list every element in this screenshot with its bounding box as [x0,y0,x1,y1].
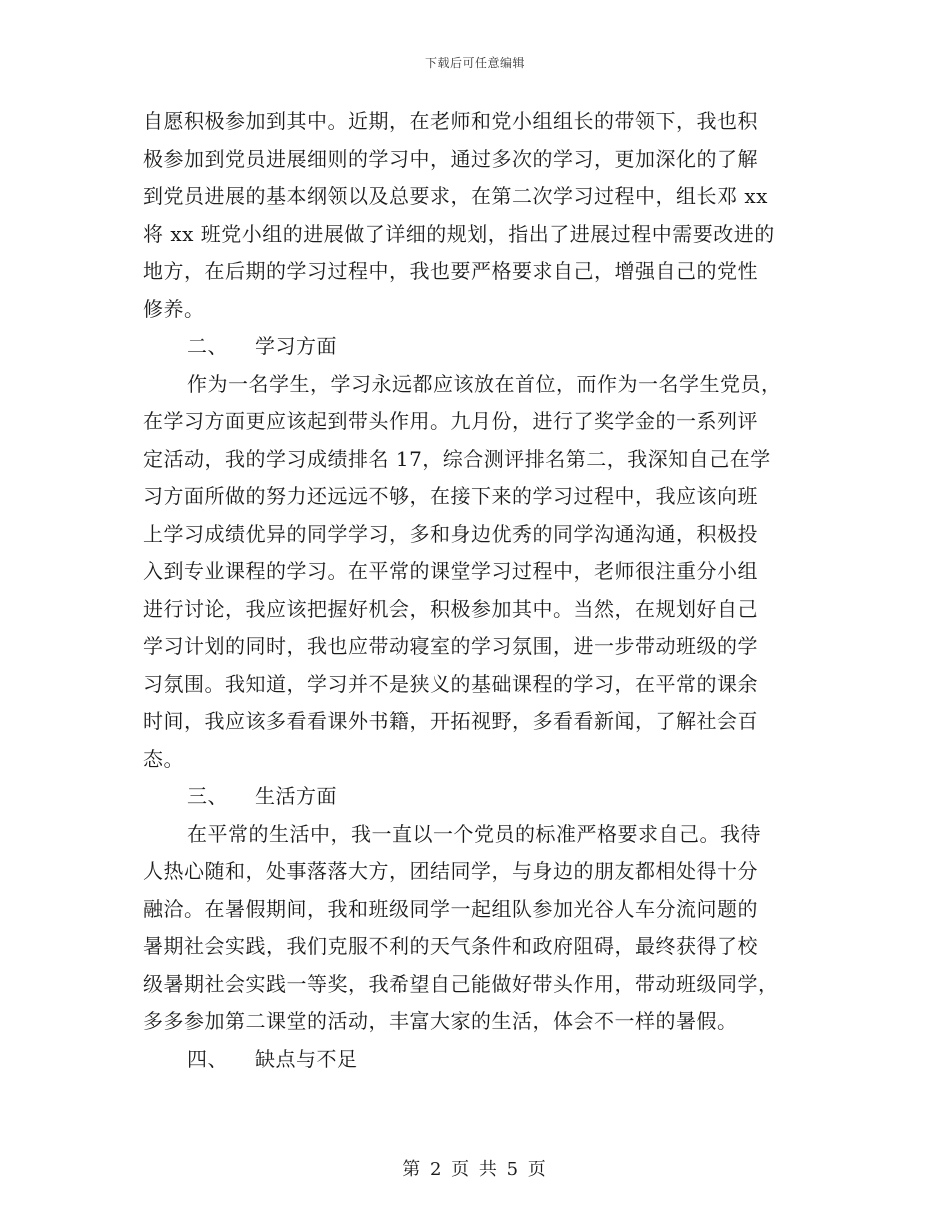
text-line: 人热心随和，处事落落大方，团结同学，与身边的朋友都相处得十分 [143,859,758,883]
text-line: 习方面所做的努力还远远不够，在接下来的学习过程中，我应该向班 [143,484,758,508]
section-heading-study [143,328,813,366]
text-line: 上学习成绩优异的同学学习，多和身边优秀的同学沟通沟通，积极投 [143,521,758,546]
text-line: 作为一名学生，学习永远都应该放在首位，而作为一名学生党员， [187,371,782,396]
text-line: 时间，我应该多看看课外书籍，开拓视野，多看看新闻，了解社会百 [143,709,758,733]
text-line: 进行讨论，我应该把握好机会，积极参加其中。当然，在规划好自己 [143,596,758,621]
section-number: 四、 [187,1046,228,1071]
text-line: 到党员进展的基本纲领以及总要求，在第二次学习过程中，组长邓 xx [143,184,768,208]
text-line: 态。 [143,746,184,771]
text-line: 在平常的生活中，我一直以一个党员的标准严格要求自己。我待 [187,821,761,846]
section-title: 生活方面 [255,784,337,808]
text-line: 学习计划的同时，我也应带动寝室的学习氛围，进一步带动班级的学 [143,634,758,658]
page-header: 下载后可任意编辑 [424,56,525,70]
text-line: 在学习方面更应该起到带头作用。九月份，进行了奖学金的一系列评 [143,409,758,433]
text-line: 定活动，我的学习成绩排名 17，综合测评排名第二，我深知自己在学 [143,446,771,471]
section-number: 二、 [187,334,228,358]
text-line: 修养。 [143,296,205,321]
page-footer: 第 2 页 共 5 页 [402,1159,548,1180]
section-number: 三、 [187,784,228,808]
text-line: 融洽。在暑假期间，我和班级同学一起组队参加光谷人车分流问题的 [143,896,758,921]
text-line: 多多参加第二课堂的活动，丰富大家的生活，体会不一样的暑假。 [143,1009,738,1033]
section-heading-shortcomings [143,1041,813,1079]
section-heading-life [143,778,813,816]
text-line: 地方，在后期的学习过程中，我也要严格要求自己，增强自己的党性 [143,259,758,283]
document-body [143,103,813,1078]
text-line: 暑期社会实践，我们克服不利的天气条件和政府阻碍，最终获得了校 [143,934,758,958]
text-line: 习氛围。我知道，学习并不是狭义的基础课程的学习，在平常的课余 [143,671,758,696]
text-line: 级暑期社会实践一等奖，我希望自己能做好带头作用，带动班级同学， [143,971,779,996]
text-line: 自愿积极参加到其中。近期，在老师和党小组组长的带领下，我也积 [143,109,758,133]
text-line: 入到专业课程的学习。在平常的课堂学习过程中，老师很注重分小组 [143,559,758,583]
section-title: 缺点与不足 [255,1046,358,1071]
section-title: 学习方面 [255,334,337,358]
text-line: 极参加到党员进展细则的学习中，通过多次的学习，更加深化的了解 [143,146,758,171]
text-line: 将 xx 班党小组的进展做了详细的规划，指出了进展过程中需要改进的 [143,221,775,246]
